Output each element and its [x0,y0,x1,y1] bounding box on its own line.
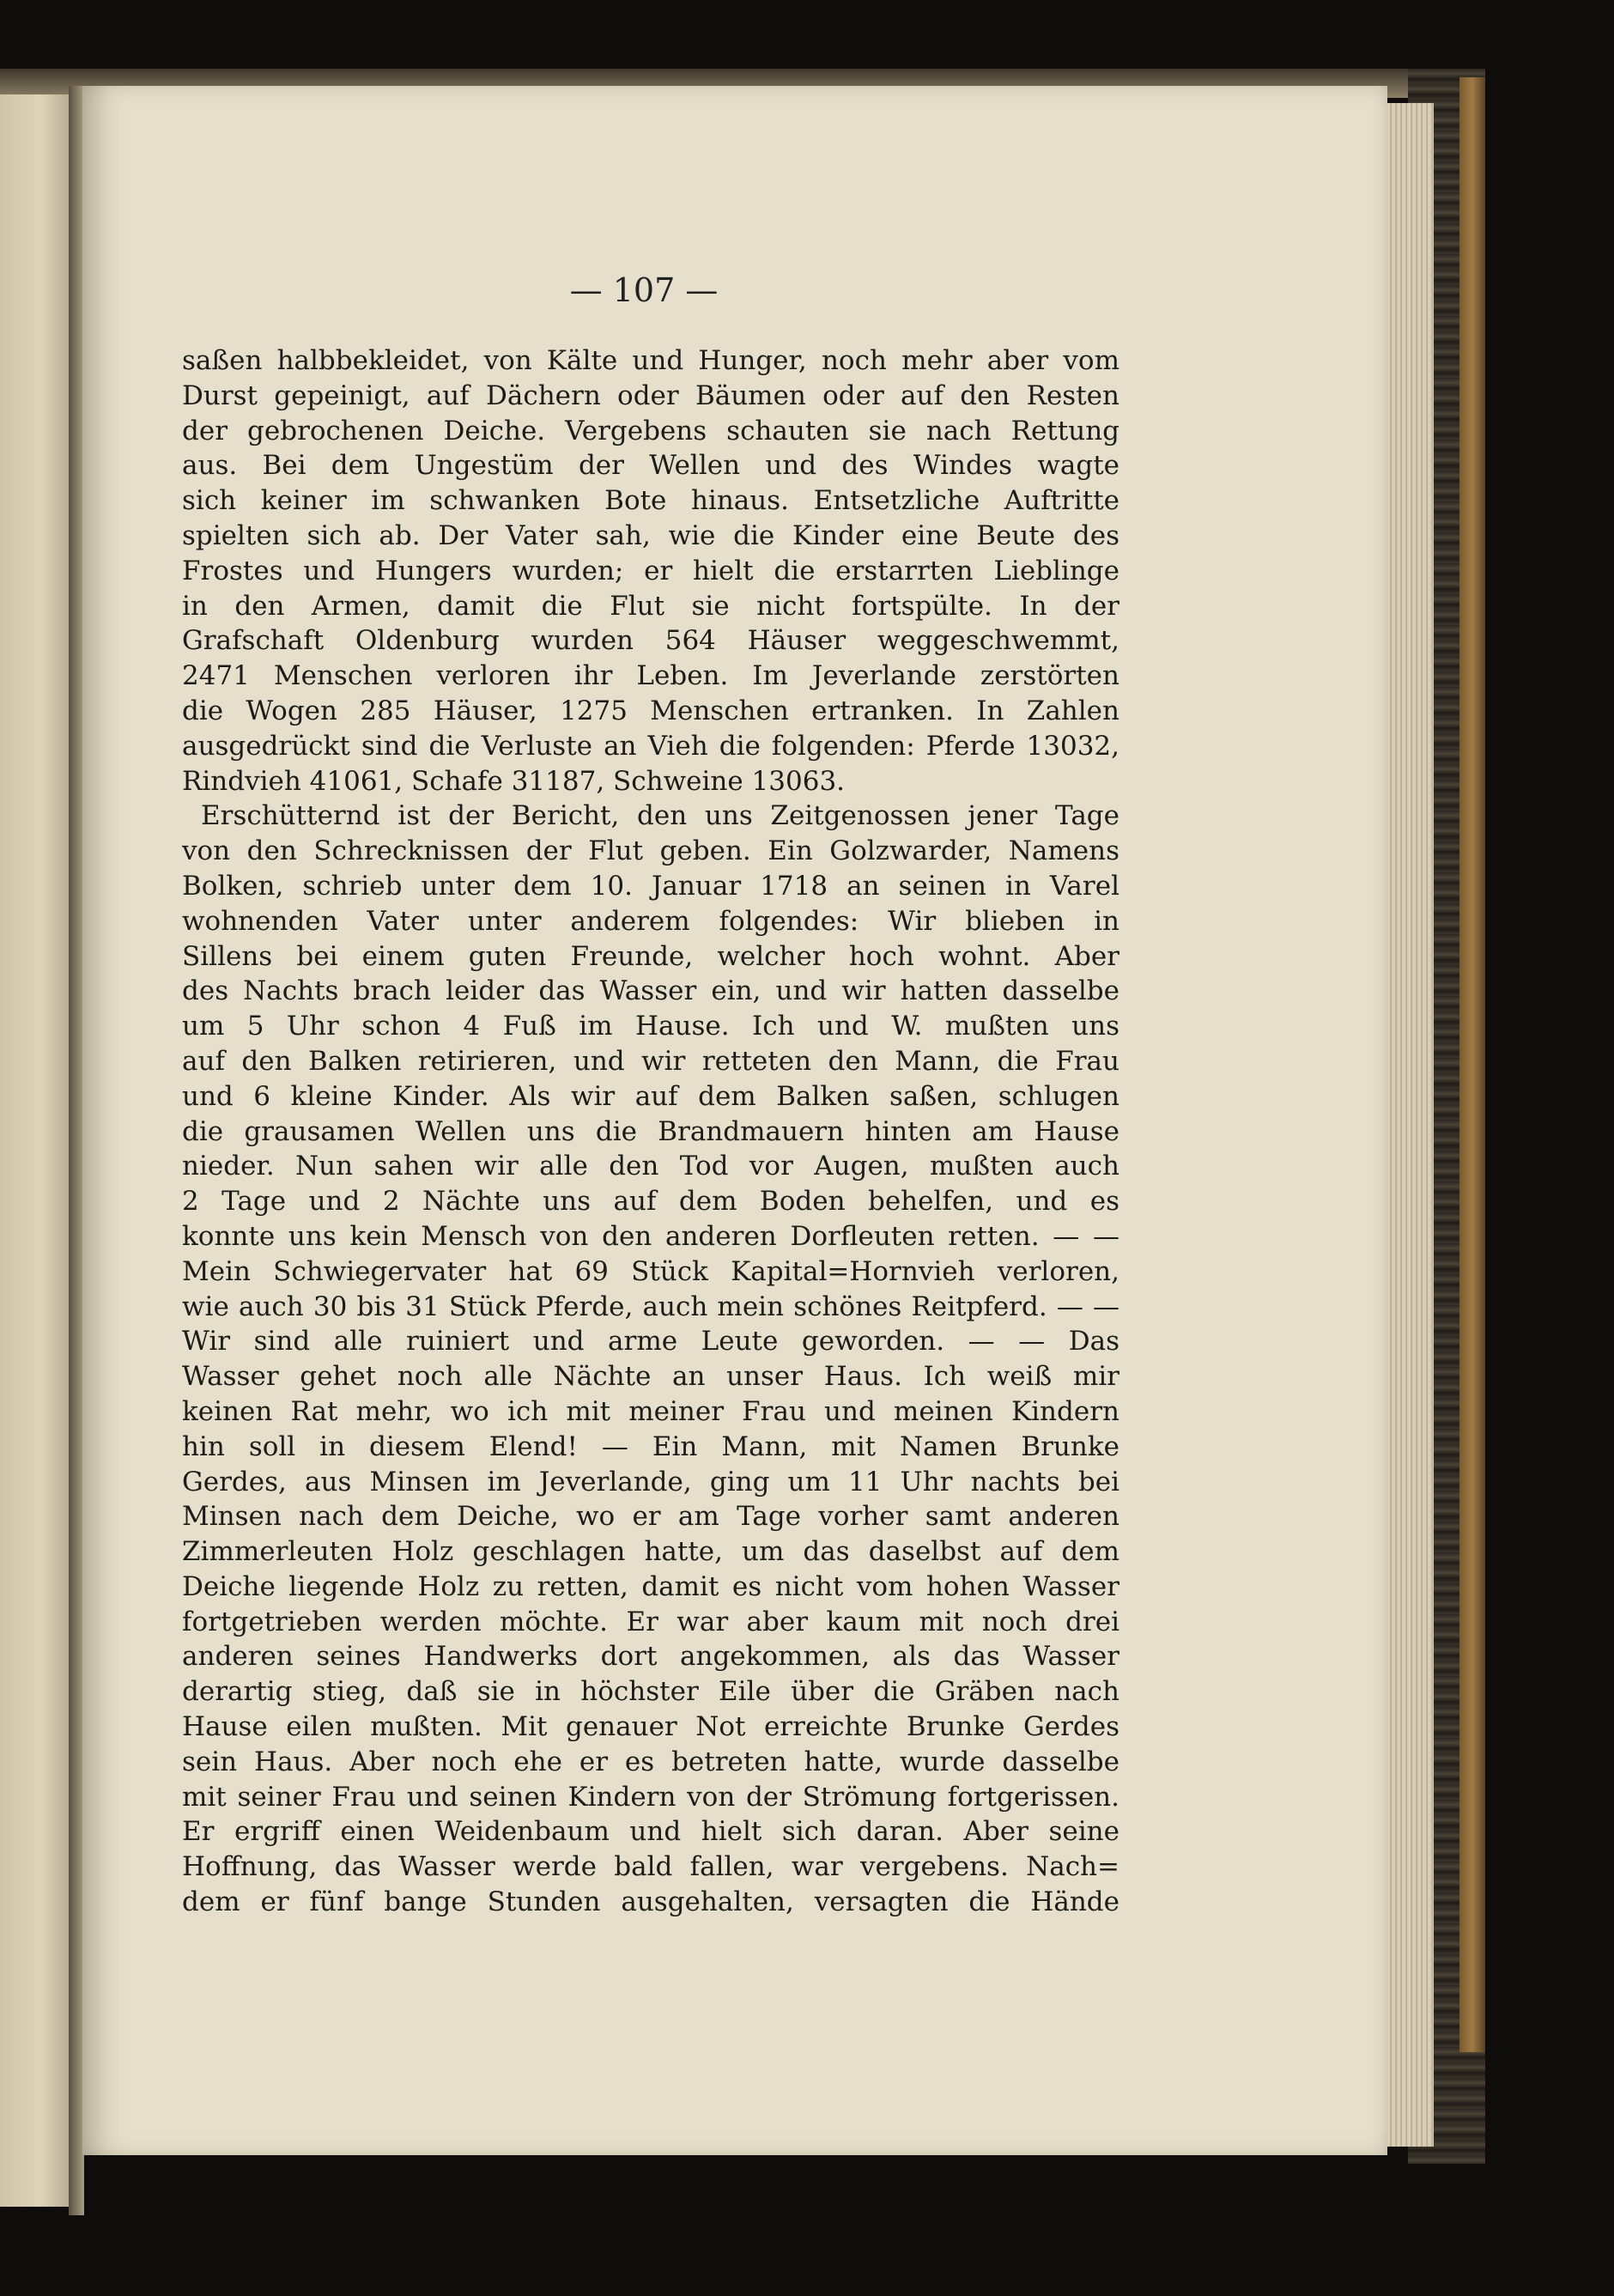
text-line: konnte uns kein Mensch von den anderen Dorfleuten retten. — — [182,1220,1119,1252]
text-line: wie auch 30 bis 31 Stück Pferde, auch mein schönes Reitpferd. — — [182,1291,1119,1322]
text-line: die Wogen 285 Häuser, 1275 Menschen ertranken. In Zahlen [182,695,1119,726]
text-line: sich keiner im schwanken Bote hinaus. Entsetzliche Auftritte [182,485,1119,517]
text-line: die grausamen Wellen uns die Brandmauern hinten am Hause [182,1115,1119,1147]
text-line: Erschütternd ist der Bericht, den uns Zeitgenossen jener Tage [201,800,1119,832]
body-text [182,343,1119,1920]
text-line: Rindvieh 41061, Schafe 31187, Schweine 13063. [182,765,846,797]
text-line: aus. Bei dem Ungestüm der Wellen und des Windes wagte [182,450,1119,482]
text-line: auf den Balken retirieren, und wir retteten den Mann, die Frau [182,1045,1119,1077]
text-line: mit seiner Frau und seinen Kindern von der Strömung fortgerissen. [182,1781,1119,1813]
text-line: dem er fünf bange Stunden ausgehalten, versagten die Hände [182,1886,1119,1918]
text-line: keinen Rat mehr, wo ich mit meiner Frau und meinen Kindern [182,1395,1119,1427]
left-page-edge [0,94,70,2207]
text-line: Minsen nach dem Deiche, wo er am Tage vorher samt anderen [182,1501,1119,1533]
text-line: saßen halbbekleidet, von Kälte und Hunger, noch mehr aber vom [182,345,1119,376]
text-line: fortgetrieben werden möchte. Er war aber kaum mit noch drei [182,1606,1119,1637]
text-line: Er ergriff einen Weidenbaum und hielt sich daran. Aber seine [182,1816,1119,1848]
text-line: nieder. Nun sahen wir alle den Tod vor Augen, mußten auch [182,1151,1119,1182]
text-line: wohnenden Vater unter anderem folgendes: Wir blieben in [182,905,1119,937]
text-line: Mein Schwiegervater hat 69 Stück Kapital=Hornvieh verloren, [182,1255,1119,1287]
text-line: Frostes und Hungers wurden; er hielt die erstarrten Lieblinge [182,555,1119,586]
text-line: Bolken, schrieb unter dem 10. Januar 1718 an seinen in Varel [182,870,1119,902]
text-line: und 6 kleine Kinder. Als wir auf dem Balken saßen, schlugen [182,1080,1119,1112]
text-line: sein Haus. Aber noch ehe er es betreten hatte, wurde dasselbe [182,1746,1119,1777]
cover-leather-edge [1459,77,1485,2052]
text-line: Deiche liegende Holz zu retten, damit es nicht vom hohen Wasser [182,1570,1119,1602]
text-line: in den Armen, damit die Flut sie nicht fortspülte. In der [182,590,1119,622]
text-line: anderen seines Handwerks dort angekommen, als das Wasser [182,1641,1119,1673]
text-line: des Nachts brach leider das Wasser ein, und wir hatten dasselbe [182,975,1119,1007]
text-line: spielten sich ab. Der Vater sah, wie die Kinder eine Beute des [182,519,1119,551]
text-line: Zimmerleuten Holz geschlagen hatte, um das daselbst auf dem [182,1536,1119,1568]
text-line: um 5 Uhr schon 4 Fuß im Hause. Ich und W. mußten uns [182,1011,1119,1042]
page-stack-edges [1382,103,1434,2147]
page-number: — 107 — [569,271,719,309]
text-line: Wir sind alle ruiniert und arme Leute geworden. — — Das [182,1326,1119,1358]
text-line: Wasser gehet noch alle Nächte an unser Haus. Ich weiß mir [182,1361,1119,1393]
text-line: 2471 Menschen verloren ihr Leben. Im Jeverlande zerstörten [182,660,1119,692]
text-line: Hause eilen mußten. Mit genauer Not erreichte Brunke Gerdes [182,1711,1119,1743]
text-line: Hoffnung, das Wasser werde bald fallen, war vergebens. Nach= [182,1851,1119,1883]
text-line: derartig stieg, daß sie in höchster Eile über die Gräben nach [182,1676,1119,1708]
text-line: Grafschaft Oldenburg wurden 564 Häuser weggeschwemmt, [182,625,1119,657]
text-line: 2 Tage und 2 Nächte uns auf dem Boden behelfen, und es [182,1186,1119,1218]
text-line: Sillens bei einem guten Freunde, welcher hoch wohnt. Aber [182,940,1119,972]
text-line: Gerdes, aus Minsen im Jeverlande, ging um 11 Uhr nachts bei [182,1466,1119,1497]
text-line: Durst gepeinigt, auf Dächern oder Bäumen oder auf den Resten [182,380,1119,411]
text-line: der gebrochenen Deiche. Vergebens schauten sie nach Rettung [182,415,1119,446]
text-line: ausgedrückt sind die Verluste an Vieh die folgenden: Pferde 13032, [182,730,1119,762]
text-line: von den Schrecknissen der Flut geben. Ein Golzwarder, Namens [182,835,1119,867]
text-line: hin soll in diesem Elend! — Ein Mann, mit Namen Brunke [182,1430,1119,1462]
